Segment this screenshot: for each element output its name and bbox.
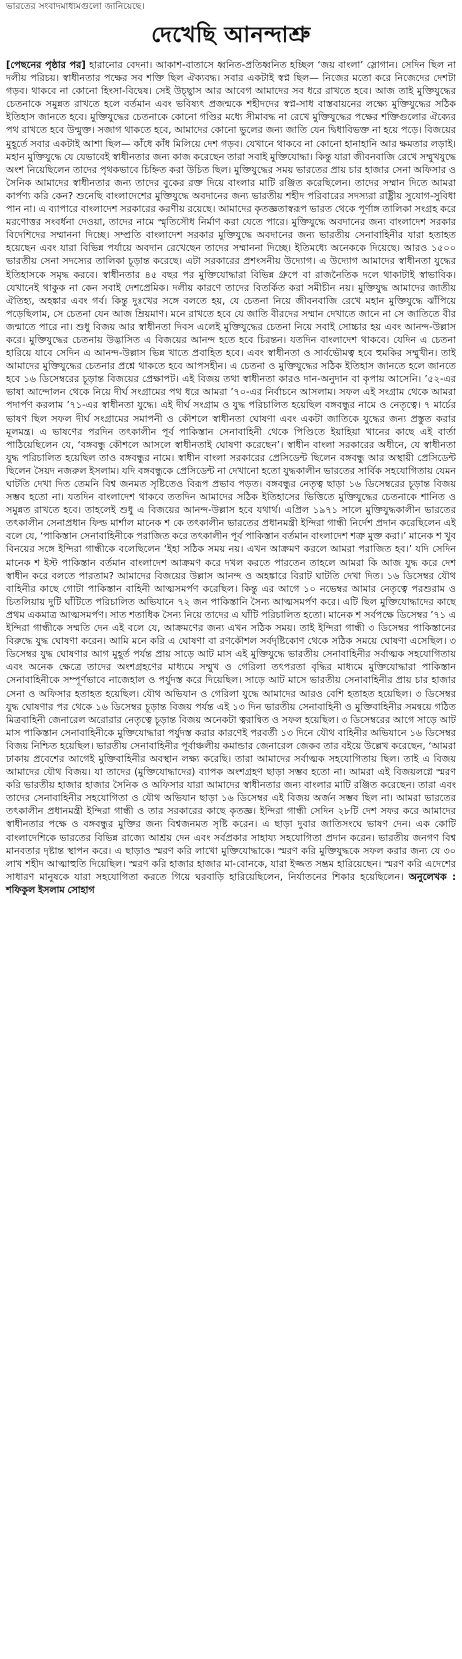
article-body — [0, 59, 462, 897]
article-headline: দেখেছি আনন্দাশ্রু — [151, 23, 311, 48]
continuation-marker: [পেছনের পৃষ্ঠার পর] — [6, 60, 86, 71]
author-credit: অনুলেখক : শফিকুল ইসলাম সোহাগ — [6, 871, 456, 896]
body-text: হারানোর বেদনা। আকাশ-বাতাসে ধ্বনিত-প্রতিধ্বনিত হচ্ছিল ‘জয় বাংলা’ স্লোগান। সেদিন ছিল না দলীয় পরিচয়। স্বাধীনতার পক্ষের সব শক্তি ছিল ঐক্যবদ্ধ। সবার একটাই স্বপ্ন ছিল— নিজের মতো করে নিজেদের দেশটা গড়ব। থাকবে না কোনো হিংসা-বিদ্বেষ। সেই উচ্ছ্বাস আর আবেগ আমাদের সব ধরে রাখতে হবে। আজ তাই মুক্তিযুদ্ধের চেতনাকে সমুন্নত রাখতে হলে বর্তমান এবং ভবিষ্যৎ প্রজন্মকে শহীদদের স্বপ্ন-সাধ বাস্তবায়নের লক্ষ্যে মুক্তিযুদ্ধের সঠিক ইতিহাস জানতে হবে। মুক্তিযুদ্ধের চেতনাকে কোনো গণ্ডির মধ্যে সীমাবদ্ধ না রেখে মুক্তিযুদ্ধের পক্ষের শক্তিগুলোর ঐক্যের পথ রাখতে হবে উন্মুক্ত। সজাগ থাকতে হবে, আমাদের কোনো ভুলের জন্য জাতি যেন দ্বিধাবিভক্ত না হয়ে পড়ে। বিজয়ের মুহূর্তে সবার একটাই আশা ছিল— কাঁধে কাঁধ মিলিয়ে দেশ গড়ব। যেখানে থাকবে না কোনো হানাহানি আর ক্ষমতার লড়াই। মহান মুক্তিযুদ্ধে যে যেভাবেই স্বাধীনতার জন্য কাজ করেছেন তারা সবাই মুক্তিযোদ্ধা। কিন্তু যারা জীবনবাজি রেখে সম্মুখযুদ্ধে অংশ নিয়েছিলেন তাদের পৃথকভাবে চিহ্নিত করা উচিত ছিল। মুক্তিযুদ্ধের সময় ভারতের প্রায় চার হাজার সেনা অফিসার ও সৈনিক আমাদের স্বাধীনতার জন্য তাদের বুকের রক্ত দিয়ে বাংলার মাটি রঞ্জিত করেছিলেন। তাদের সম্মান দিতে আমরা কার্পণ্য করি কেন? শুনেছি বাংলাদেশের মুক্তিযুদ্ধে অবদানের জন্য ভারতীয় শহীদ পরিবারের সদস্যরা রাষ্ট্রীয় সুযোগ-সুবিধা পান না। এ ব্যাপারে বাংলাদেশ সরকারের করণীয় রয়েছে। আমাদের কৃতজ্ঞতাস্বরূপ ভারত থেকে পূর্ণাঙ্গ তালিকা সংগ্রহ করে মরণোত্তর সংবর্ধনা দেওয়া, তাদের নামে স্মৃতিসৌধ নির্মাণ করা যেতে পারে। মুক্তিযুদ্ধে অবদানের জন্য বাংলাদেশ সরকার বিদেশিদের সম্মাননা দিচ্ছে। সম্প্রতি বাংলাদেশ সরকার মুক্তিযুদ্ধে অবদানের জন্য ভারতীয় সেনাবাহিনীর যারা হতাহত হয়েছেন এবং যারা বিভিন্ন পর্যায়ে অবদান রেখেছেন তাদের সম্মাননা দিচ্ছে। ইতিমধ্যে অনেককে দিয়েছে। আরও ১৫০০ ভারতীয় সেনা সদস্যের তালিকা চূড়ান্ত করেছে। এটা সরকারের প্রশংসনীয় উদ্যোগ। এ উদ্যোগ আমাদের স্বাধীনতা যুদ্ধের ইতিহাসকে সমৃদ্ধ করবে। স্বাধীনতার ৪৫ বছর পর মুক্তিযোদ্ধারা বিভিন্ন গ্রুপে বা রাজনৈতিক দলে থাকাটাই স্বাভাবিক। যেখানেই থাকুক না কেন সবাই দেশপ্রেমিক। দলীয় কারণে তাদের বিতর্কিত করা সমীচীন নয়। মুক্তিযুদ্ধ আমাদের জাতীয় ঐতিহ্য, অহঙ্কার এবং গর্ব। কিন্তু দুঃখের সঙ্গে বলতে হয়, যে চেতনা নিয়ে জীবনবাজি রেখে মহান মুক্তিযুদ্ধে ঝাঁপিয়ে পড়েছিলাম, সে চেতনা যেন আজ ম্রিয়মাণ। মনে রাখতে হবে যে জাতি বীরদের সম্মান দেখাতে জানে না সে জাতিতে বীর জন্মাতে পারে না। শুধু বিজয় আর স্বাধীনতা দিবস এলেই মুক্তিযুদ্ধের চেতনা নিয়ে সবাই সোচ্চার হয় এবং আনন্দ-উল্লাস করে। মুক্তিযুদ্ধের চেতনায় উদ্ভাসিত এ বিজয়ের আনন্দ হতে হবে চিরন্তন। যতদিন বাংলাদেশ থাকবে। যেদিন এ চেতনা হারিয়ে যাবে সেদিন এ আনন্দ-উল্লাস ভিন্ন খাতে প্রবাহিত হবে। এবং স্বাধীনতা ও সার্বভৌমত্ব হবে হুমকির সম্মুখীন। তাই আমাদের মুক্তিযুদ্ধের চেতনার প্রশ্নে থাকতে হবে আপসহীন। এ চেতনা ও মুক্তিযুদ্ধের সঠিক ইতিহাস জানতে হলে জানতে হবে ১৬ ডিসেম্বরের চূড়ান্ত বিজয়ের প্রেক্ষাপট। এই বিজয় তথা স্বাধীনতা কারও দান-অনুদান বা কৃপায় আসেনি। ’৫২-এর ভাষা আন্দোলন থেকে নিয়ে দীর্ঘ সংগ্রামের পথ ধরে আমরা ’৭০-এর নির্বাচনে আসলাম। সফল এই সংগ্রাম থেকে আমরা পদার্পণ করলাম ’৭১-এর স্বাধীনতা যুদ্ধে। এই দীর্ঘ সংগ্রাম ও যুদ্ধ পরিচালিত হয়েছিল বঙ্গবন্ধুর নামে ও নেতৃত্বে। ৭ মার্চের ভাষণ ছিল সফল দীর্ঘ সংগ্রামের সমাপনী ও কৌশলে স্বাধীনতা ঘোষণা এবং একটা জাতিকে যুদ্ধের জন্য প্রস্তুত করার মূলমন্ত্র। এ ভাষণের পরদিন তৎকালীন পূর্ব পাকিস্তান সেনাবাহিনী থেকে পিণ্ডিতে ইয়াহিয়া খানের কাছে এই বার্তা পাঠিয়েছিলেন যে, ‘বঙ্গবন্ধু কৌশলে আসলে স্বাধীনতাই ঘোষণা করেছেন’। স্বাধীন বাংলা সরকারের অধীনে, যে স্বাধীনতা যুদ্ধ পরিচালিত হয়েছিল তাও বঙ্গবন্ধুর নামে। স্বাধীন বাংলা সরকারের প্রেসিডেন্ট ছিলেন বঙ্গবন্ধু আর অস্থায়ী প্রেসিডেন্ট ছিলেন সৈয়দ নজরুল ইসলাম। যদি বঙ্গবন্ধুকে প্রেসিডেন্ট না দেখানো হতো যুদ্ধকালীন ভারতের সার্বিক সহযোগিতায় যেমন ঘাটতি দেখা দিত তেমনি বিশ্ব জনমত সৃষ্টিতেও বিরূপ প্রভাব পড়ত। বঙ্গবন্ধুর নেতৃত্ব ছাড়া ১৬ ডিসেম্বরের চূড়ান্ত বিজয় সম্ভব হতো না। যতদিন বাংলাদেশ থাকবে ততদিন আমাদের সঠিক ইতিহাসের ভিত্তিতে মুক্তিযুদ্ধের চেতনাকে শানিত ও সমুন্নত রাখতে হবে। তাহলেই শুধু এ বিজয়ের আনন্দ-উল্লাস হবে যথার্থ। এপ্রিল ১৯৭১ সালে মুক্তিযুদ্ধকালীন ভারতের তৎকালীন সেনাপ্রধান ফিল্ড মার্শাল মানেক শ কে তৎকালীন ভারতের প্রধানমন্ত্রী ইন্দিরা গান্ধী নির্দেশ প্রদান করেছিলেন এই বলে যে, ‘পাকিস্তান সেনাবাহিনীকে পরাজিত করে তৎকালীন পূর্ব পাকিস্তান বর্তমান বাংলাদেশ শত্রু মুক্ত করা।’ মানেক শ খুব বিনয়ের সঙ্গে ইন্দিরা গান্ধীকে বলেছিলেন ‘ইহা সঠিক সময় নয়। এখন আক্রমণ করলে আমরা পরাজিত হব।’ যদি সেদিন মানেক শ ইস্ট পাকিস্তান বর্তমান বাংলাদেশ আক্রমণ করে দখল করতে পারতেন তাহলে আমরা কি আজ যুদ্ধ করে দেশ স্বাধীন করে বলতে পারতাম? আমাদের বিজয়ের উল্লাস আনন্দ ও অহঙ্কারে বিরাট ঘাটতি দেখা দিত। ১৬ ডিসেম্বর যৌথ বাহিনীর কাছে গোটা পাকিস্তান বাহিনী আত্মসমর্পণ করেছিল। কিন্তু এর আগে ১০ নভেম্বর আমার নেতৃত্বে পরশুরাম ও চিতলিয়ায় দুটি ঘাঁটিতে পরিচালিত অভিযানে ৭২ জন পাকিস্তানি সৈন্য আত্মসমর্পণ করে। এটি ছিল মুক্তিযোদ্ধাদের কাছে প্রথম একমাত্র আত্মসমর্পণ। সাত শতাধিক সৈন্য নিয়ে তাদের এ ঘাঁটি পরিচালিত হতো। মানেক শ সর্বপক্ষে ডিসেম্বর ’৭১ এ ইন্দিরা গান্ধীকে সম্মতি দেন এই বলে যে, আক্রমণের জন্য এখন সঠিক সময়। তাই ইন্দিরা গান্ধী ৩ ডিসেম্বর পাকিস্তানের বিরুদ্ধে যুদ্ধ ঘোষণা করেন। আমি মনে করি এ ঘোষণা বা রণকৌশল সর্বদৃষ্টিকোণ থেকে সঠিক সময়ে ঘোষণা এসেছিল। ৩ ডিসেম্বর যুদ্ধ ঘোষণার আগ মুহূর্ত পর্যন্ত প্রায় সাড়ে আট মাস এই মুক্তিযুদ্ধে ভারতীয় সেনাবাহিনীর সর্বাত্মক সহযোগিতায় এবং অনেক ক্ষেত্রে তাদের অংশগ্রহণের মাধ্যমে সম্মুখ ও গেরিলা তৎপরতা বৃদ্ধির মাধ্যমে মুক্তিযোদ্ধারা পাকিস্তান সেনাবাহিনীকে সম্পূর্ণভাবে নাজেহাল ও পর্যুদস্ত করে দিয়েছিল। সাড়ে আট মাসে ভারতীয় সেনাবাহিনীর প্রায় চার হাজার সেনা ও অফিসার হতাহত হয়েছিল। যৌথ অভিযান ও গেরিলা যুদ্ধে আমাদের আরও বেশি হতাহত হয়েছিল। ৩ ডিসেম্বর যুদ্ধ ঘোষণার পর থেকে ১৬ ডিসেম্বর চূড়ান্ত বিজয় পর্যন্ত এই ১৩ দিন ভারতীয় সেনাবাহিনী ও মুক্তিবাহিনীর সমন্বয়ে গঠিত মিত্রবাহিনী জেনারেল অরোরার নেতৃত্বে চূড়ান্ত বিজয় অনেকটা ত্বরান্বিত ও সফল হয়েছিল। ৩ ডিসেম্বরের আগে সাড়ে আট মাস পাকিস্তান সেনাবাহিনীকে মুক্তিযোদ্ধারা পর্যুদস্ত করার কারণেই পরবর্তী ১৩ দিনে যৌথ বাহিনীর অভিযানে ১৬ ডিসেম্বর বিজয় নিশ্চিত হয়েছিল। ভারতীয় সেনাবাহিনীর পূর্বাঞ্চলীয় কমান্ডার জেনারেল জেকব তার বইয়ে উল্লেখ করেছেন, ‘আমরা ঢাকায় প্রবেশের আগেই মুক্তিবাহিনীর অবস্থান লক্ষ্য করেছি। তারা আমাদের সর্বাত্মক সহযোগিতায় ছিল। তাই এ বিজয় আমাদের যৌথ বিজয়। যা তাদের (মুক্তিযোদ্ধাদের) ব্যাপক অংশগ্রহণ ছাড়া সম্ভব হতো না। আমরা এই বিজয়লগ্নে স্মরণ করি ভারতীয় হাজার হাজার সৈনিক ও অফিসার যারা আমাদের স্বাধীনতার জন্য বাংলার মাটি রঞ্জিত করেছেন। তারা এবং তাদের সেনাবাহিনীর সহযোগিতা ও যৌথ অভিযান ছাড়া ১৬ ডিসেম্বর এই বিজয় অর্জন সম্ভব ছিল না। আমরা ভারতের তৎকালীন প্রধানমন্ত্রী ইন্দিরা গান্ধী ও তার সরকারের কাছে কৃতজ্ঞ। ইন্দিরা গান্ধী সেদিন ২৮টি দেশ সফর করে আমাদের স্বাধীনতার পক্ষে ও বঙ্গবন্ধুর মুক্তির জন্য বিশ্বজনমত সৃষ্টি করেন। এ ছাড়া দুবার জাতিসংঘে ভাষণ দেন। এক কোটি বাংলাদেশিকে ভারতের বিভিন্ন রাজ্যে আশ্রয় দেন এবং সর্বপ্রকার সাহায্য সহযোগিতা প্রদান করেন। ভারতীয় জনগণ বিশ্ব মানবতার দৃষ্টান্ত স্থাপন করে। এ ছাড়াও স্মরণ করি লাখো মুক্তিযোদ্ধাকে। স্মরণ করি মুক্তিযুদ্ধকে সফল করার জন্য যে ৩০ লাখ শহীদ আত্মাহুতি দিয়েছিল। স্মরণ করি হাজার হাজার মা-বোনকে, যারা ইজ্জত সম্ভ্রম হারিয়েছেন। স্মরণ করি এদেশের সাধারণ মানুষকে যারা সহযোগিতা করতে গিয়ে ঘরবাড়ি হারিয়েছিলেন, নির্যাতনের শিকার হয়েছিলেন। — [6, 60, 456, 883]
article-paragraph — [6, 59, 456, 897]
previous-article-clip: ভারতের সংবাদমাধ্যমগুলো জানিয়েছে। — [6, 2, 145, 12]
